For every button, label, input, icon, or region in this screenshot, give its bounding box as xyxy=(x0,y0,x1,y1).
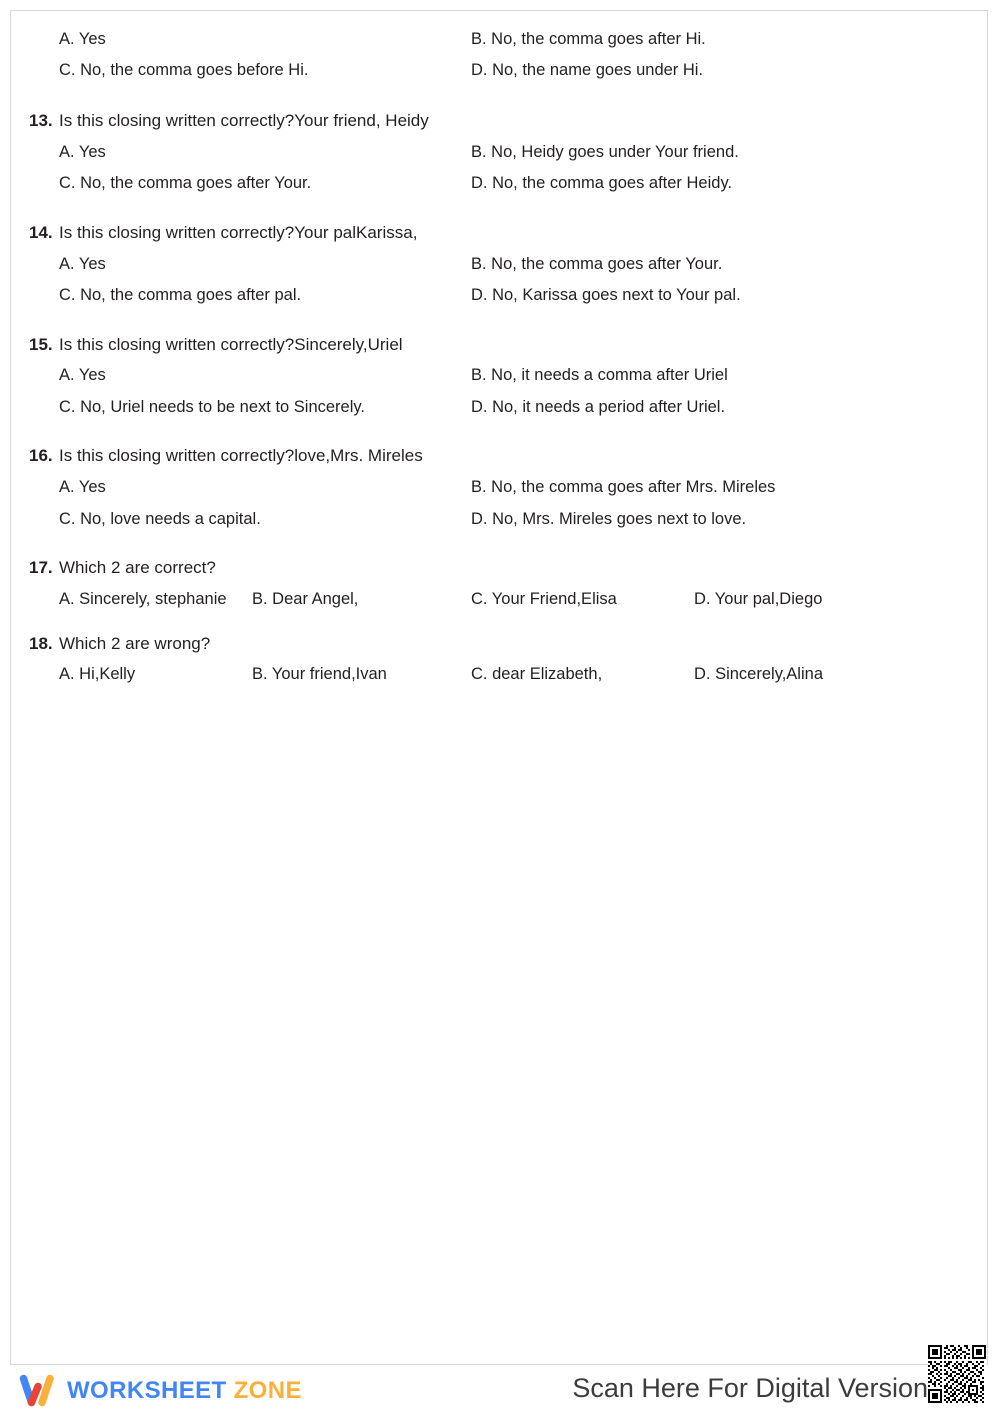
option-a[interactable]: A. Yes xyxy=(59,142,106,161)
spacer xyxy=(29,313,973,334)
option-c[interactable]: C. No, the comma goes before Hi. xyxy=(59,61,309,80)
brand-name-primary: WORKSHEET xyxy=(67,1377,227,1404)
question-number: 14. xyxy=(29,222,53,242)
option-d[interactable]: D. Your pal,Diego xyxy=(694,590,823,609)
answer-row xyxy=(29,397,973,418)
spacer xyxy=(29,88,973,110)
option-d[interactable]: D. No, the comma goes after Heidy. xyxy=(471,174,733,193)
question-header xyxy=(29,445,973,468)
option-a[interactable]: A. Sincerely, stephanie xyxy=(59,590,227,609)
option-c[interactable]: C. No, the comma goes after Your. xyxy=(59,174,312,193)
answer-row xyxy=(29,664,973,685)
worksheet-content xyxy=(11,11,987,692)
answer-row xyxy=(29,60,973,81)
worksheet-zone-logo[interactable] xyxy=(18,1371,302,1411)
question-text: Is this closing written correctly?Your friend, Heidy xyxy=(59,110,429,130)
option-c[interactable]: C. No, love needs a capital. xyxy=(59,509,261,528)
answer-row xyxy=(29,173,973,194)
answer-row xyxy=(29,29,973,50)
question-text: Is this closing written correctly?love,Mrs. Mireles xyxy=(59,446,423,466)
question-header xyxy=(29,334,973,357)
question-header xyxy=(29,110,973,133)
answer-row xyxy=(29,142,973,163)
answer-row xyxy=(29,365,973,386)
answer-row xyxy=(29,285,973,306)
spacer xyxy=(29,424,973,445)
question-text: Which 2 are wrong? xyxy=(59,633,211,653)
option-b[interactable]: B. No, it needs a comma after Uriel xyxy=(471,366,728,385)
question-17 xyxy=(29,557,973,610)
spacer xyxy=(29,201,973,222)
question-14 xyxy=(29,222,973,307)
option-b[interactable]: B. No, the comma goes after Mrs. Mireles xyxy=(471,478,776,497)
qr-code[interactable] xyxy=(928,1345,986,1403)
question-15 xyxy=(29,334,973,419)
worksheet-page xyxy=(10,10,988,1365)
question-13 xyxy=(29,110,973,195)
option-a[interactable]: A. Yes xyxy=(59,366,106,385)
answer-row xyxy=(29,589,973,610)
option-d[interactable]: D. No, it needs a period after Uriel. xyxy=(471,397,726,416)
question-header xyxy=(29,222,973,245)
question-header xyxy=(29,633,973,656)
option-b[interactable]: B. Dear Angel, xyxy=(252,590,359,609)
option-c[interactable]: C. No, Uriel needs to be next to Sincerely. xyxy=(59,397,366,416)
brand-name-secondary: ZONE xyxy=(233,1377,302,1404)
option-b[interactable]: B. Your friend,Ivan xyxy=(252,665,387,684)
question-number: 15. xyxy=(29,334,53,354)
scan-here-label: Scan Here For Digital Version xyxy=(572,1373,928,1403)
spacer xyxy=(29,536,973,557)
question-number: 13. xyxy=(29,110,53,130)
option-c[interactable]: C. dear Elizabeth, xyxy=(471,665,603,684)
spacer xyxy=(29,617,973,633)
option-b[interactable]: B. No, the comma goes after Hi. xyxy=(471,30,706,48)
question-header xyxy=(29,557,973,580)
answer-row xyxy=(29,509,973,530)
option-a[interactable]: A. Hi,Kelly xyxy=(59,665,136,684)
question-number: 17. xyxy=(29,558,53,578)
question-number: 18. xyxy=(29,633,53,653)
question-number: 16. xyxy=(29,446,53,466)
option-b[interactable]: B. No, Heidy goes under Your friend. xyxy=(471,142,739,161)
option-d[interactable]: D. No, the name goes under Hi. xyxy=(471,61,704,80)
question-text: Is this closing written correctly?Your palKarissa, xyxy=(59,222,418,242)
question-18 xyxy=(29,633,973,686)
option-c[interactable]: C. No, the comma goes after pal. xyxy=(59,286,302,305)
question-text: Which 2 are correct? xyxy=(59,558,216,578)
option-a[interactable]: A. Yes xyxy=(59,30,106,48)
option-a[interactable]: A. Yes xyxy=(59,478,106,497)
question-text: Is this closing written correctly?Sincerely,Uriel xyxy=(59,334,403,354)
option-c[interactable]: C. Your Friend,Elisa xyxy=(471,590,617,609)
answer-row xyxy=(29,477,973,498)
option-b[interactable]: B. No, the comma goes after Your. xyxy=(471,254,723,273)
question-16 xyxy=(29,445,973,530)
answer-row xyxy=(29,254,973,275)
worksheet-zone-w-mark-icon xyxy=(18,1374,58,1408)
option-d[interactable]: D. No, Karissa goes next to Your pal. xyxy=(471,286,741,305)
option-a[interactable]: A. Yes xyxy=(59,254,106,273)
continued-question-options xyxy=(29,29,973,82)
option-d[interactable]: D. No, Mrs. Mireles goes next to love. xyxy=(471,509,747,528)
option-d[interactable]: D. Sincerely,Alina xyxy=(694,665,823,684)
page-footer xyxy=(0,1365,1000,1414)
